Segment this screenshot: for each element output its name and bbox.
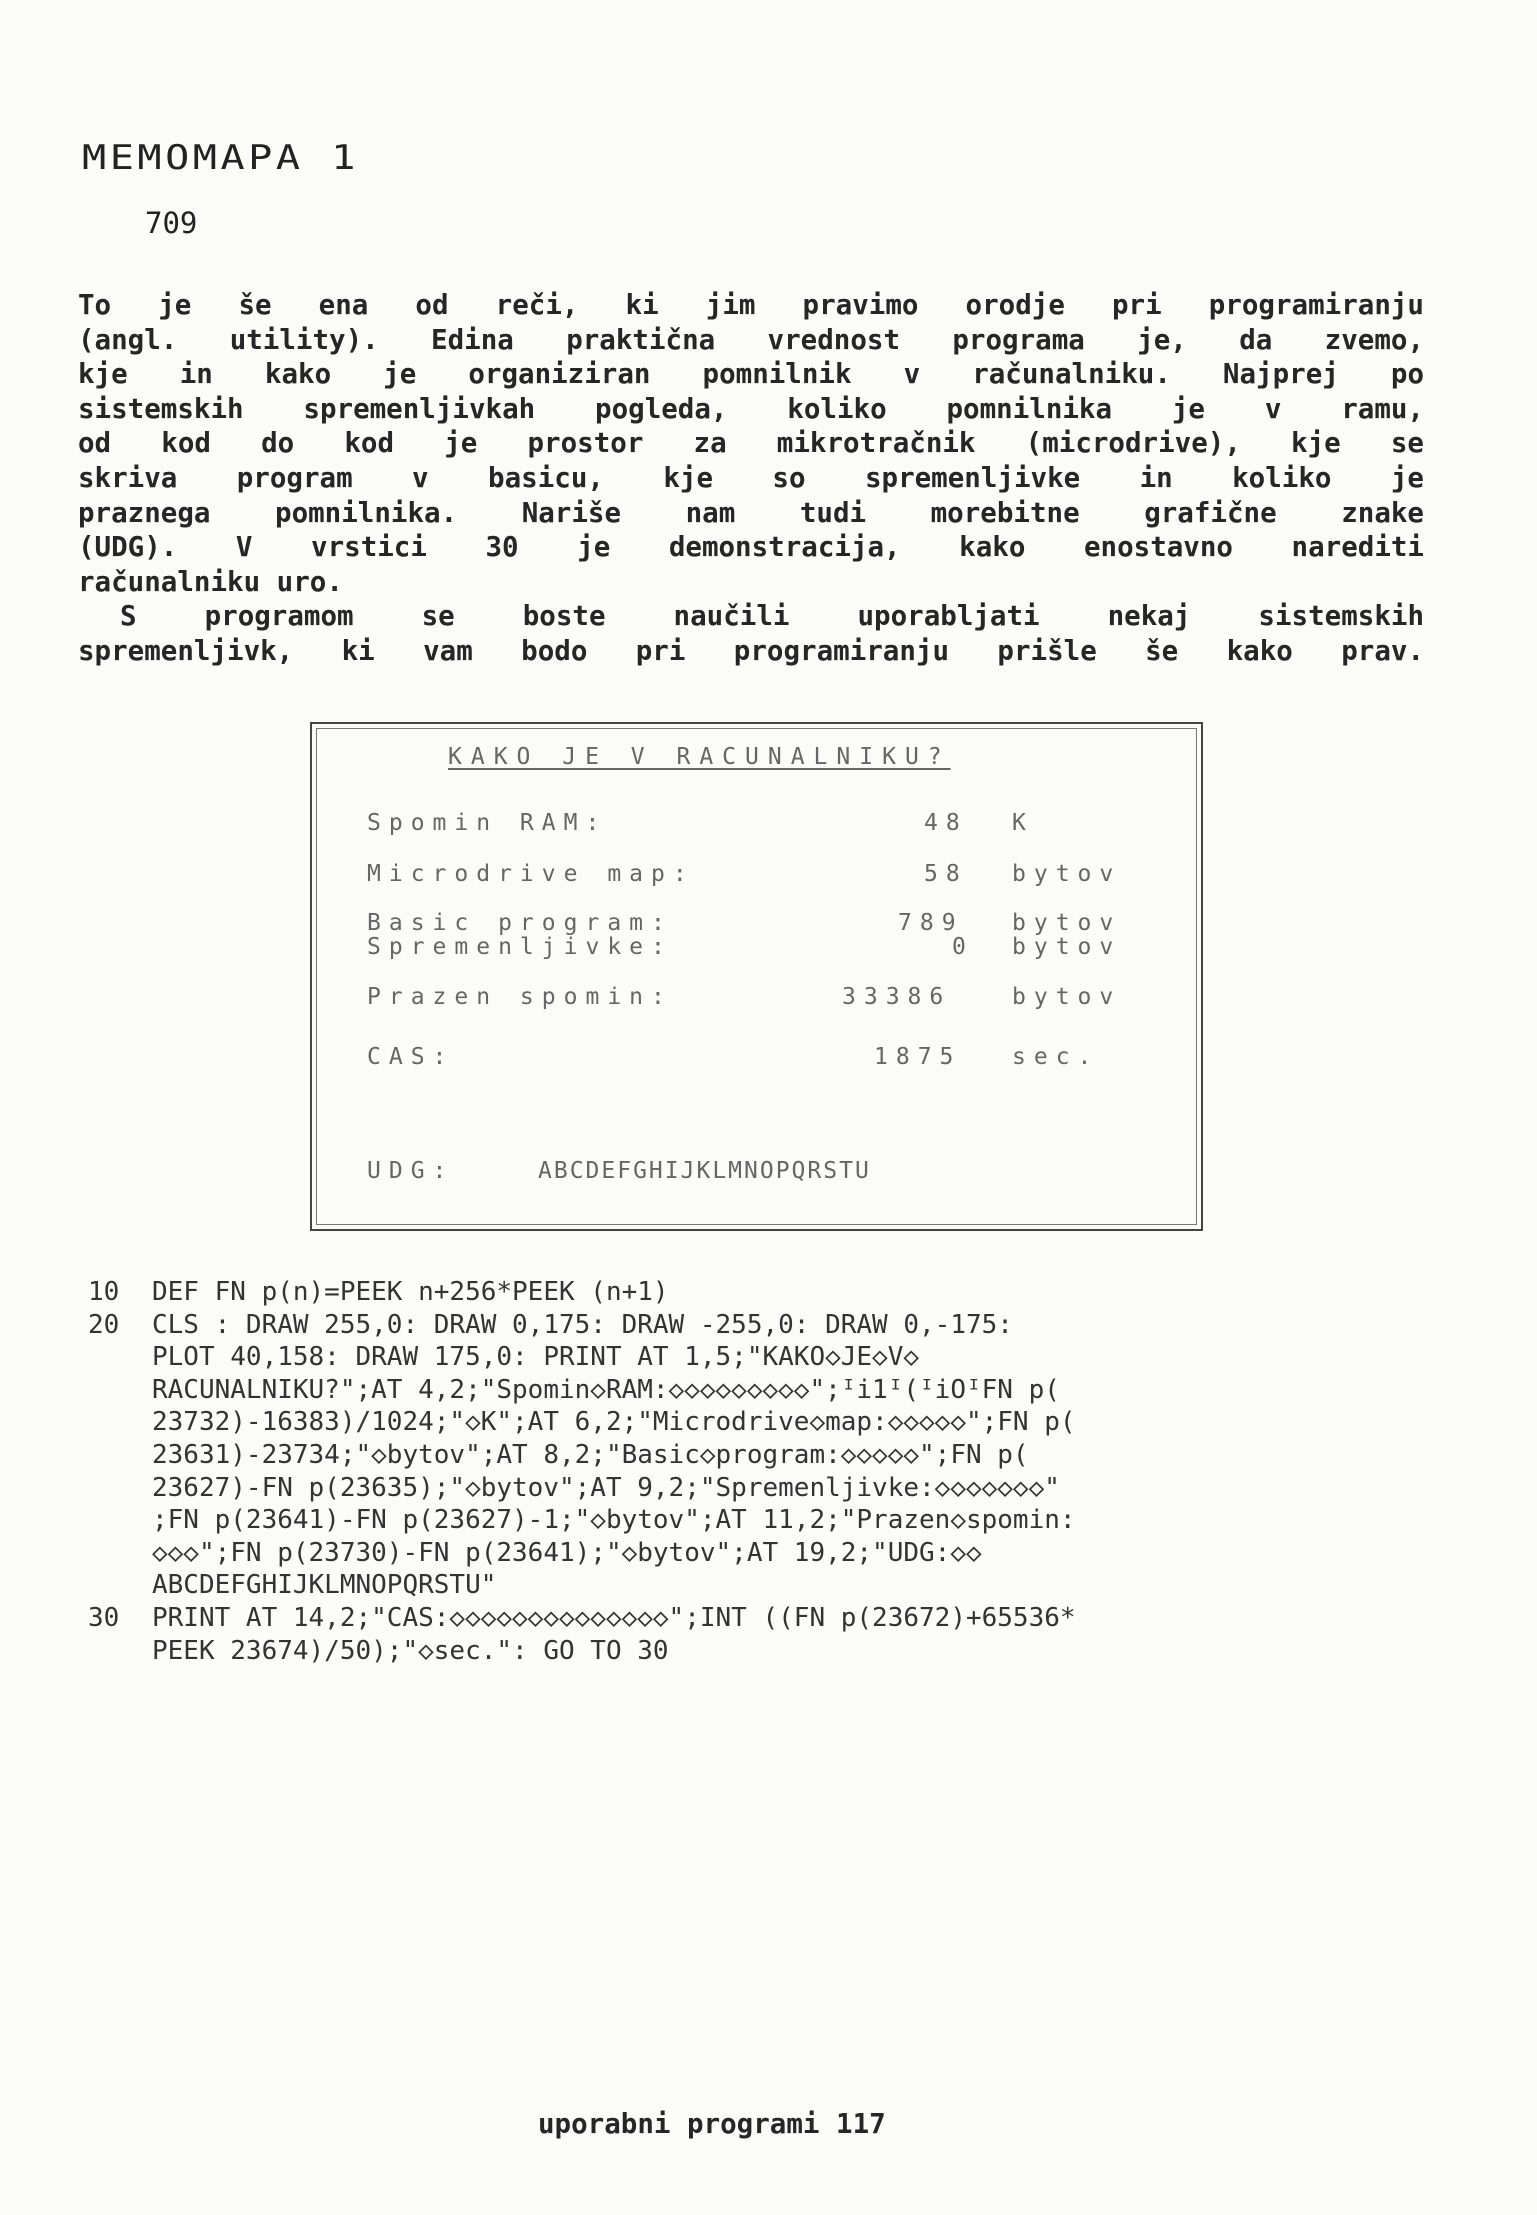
line-number: 10 <box>88 1277 120 1307</box>
listing-line <box>88 1635 1448 1668</box>
screen-output-box <box>310 722 1203 1231</box>
page-code: 709 <box>145 206 198 240</box>
text-line: od kod do kod je prostor za mikrotračnik (microdrive), kje se <box>78 427 1424 460</box>
screen-value-free: 33386 <box>842 984 952 1010</box>
listing-line <box>88 1537 1448 1570</box>
line-code: 23627)-FN p(23635);"◇bytov";AT 9,2;"Spremenljivke:◇◇◇◇◇◇◇" <box>152 1472 1060 1503</box>
listing-line <box>88 1472 1448 1505</box>
listing-line <box>88 1439 1448 1472</box>
text-line: (angl. utility). Edina praktična vrednost programa je, da zvemo, <box>78 323 1424 356</box>
screen-inner-frame <box>316 728 1197 1225</box>
listing-line <box>88 1504 1448 1537</box>
document-title: MEMOMAPA 1 <box>82 138 359 178</box>
line-code: RACUNALNIKU?";AT 4,2;"Spomin◇RAM:◇◇◇◇◇◇◇◇◇";ᴵi1ᴵ(ᴵiOᴵFN p( <box>152 1374 1060 1405</box>
line-code: 23631)-23734;"◇bytov";AT 8,2;"Basic◇program:◇◇◇◇◇";FN p( <box>152 1439 1029 1470</box>
line-code: CLS : DRAW 255,0: DRAW 0,175: DRAW -255,0: DRAW 0,-175: <box>152 1309 1013 1340</box>
page-footer: uporabni programi 117 <box>538 2108 886 2140</box>
screen-unit-vars: bytov <box>1012 934 1122 960</box>
screen-unit-free: bytov <box>1012 984 1122 1010</box>
screen-label-cas: CAS: <box>367 1044 455 1070</box>
screen-label-udg: UDG: <box>367 1158 455 1184</box>
screen-label-ram: Spomin RAM: <box>367 810 608 836</box>
screen-value-cas: 1875 <box>874 1044 962 1070</box>
line-number: 20 <box>88 1309 120 1340</box>
screen-label-microdrive: Microdrive map: <box>367 861 695 887</box>
screen-heading: KAKO JE V RACUNALNIKU? <box>448 744 951 770</box>
screen-value-ram: 48 <box>924 810 968 836</box>
line-code: ◇◇◇";FN p(23730)-FN p(23641);"◇bytov";AT 19,2;"UDG:◇◇ <box>152 1537 982 1568</box>
program-listing <box>88 1276 1448 1667</box>
screen-unit-basic: bytov <box>1012 910 1122 936</box>
text-line: S programom se boste naučili uporabljati nekaj sistemskih <box>120 600 1424 633</box>
text-line: skriva program v basicu, kje so spremenljivke in koliko je <box>78 461 1424 494</box>
text-line: To je še ena od reči, ki jim pravimo orodje pri programiranju <box>78 289 1424 321</box>
line-number: 30 <box>88 1602 120 1633</box>
screen-value-vars: 0 <box>952 934 974 960</box>
listing-line <box>88 1374 1448 1407</box>
line-code: 23732)-16383)/1024;"◇K";AT 6,2;"Microdrive◇map:◇◇◇◇◇";FN p( <box>152 1407 1076 1438</box>
screen-label-basic: Basic program: <box>367 910 673 936</box>
listing-line <box>88 1341 1448 1374</box>
listing-line <box>88 1276 1448 1309</box>
screen-unit-ram: K <box>1012 810 1034 836</box>
screen-unit-microdrive: bytov <box>1012 861 1122 887</box>
line-code: PEEK 23674)/50);"◇sec.": GO TO 30 <box>152 1635 669 1666</box>
text-line: spremenljivk, ki vam bodo pri programiranju prišle še kako prav. <box>78 634 1424 667</box>
listing-line <box>88 1569 1448 1602</box>
text-line: (UDG). V vrstici 30 je demonstracija, kako enostavno narediti <box>78 531 1424 564</box>
text-line: sistemskih spremenljivkah pogleda, koliko pomnilnika je v ramu, <box>78 392 1424 425</box>
screen-value-udg: ABCDEFGHIJKLMNOPQRSTU <box>538 1158 871 1184</box>
screen-label-vars: Spremenljivke: <box>367 934 673 960</box>
line-code: ABCDEFGHIJKLMNOPQRSTU" <box>152 1570 497 1601</box>
line-code: PLOT 40,158: DRAW 175,0: PRINT AT 1,5;"KAKO◇JE◇V◇ <box>152 1342 920 1373</box>
text-line: praznega pomnilnika. Nariše nam tudi morebitne grafične znake <box>78 496 1424 529</box>
text-line: kje in kako je organiziran pomnilnik v računalniku. Najprej po <box>78 358 1424 391</box>
screen-value-microdrive: 58 <box>924 861 968 887</box>
intro-paragraph <box>78 288 1424 669</box>
text-line: računalniku uro. <box>78 565 343 598</box>
screen-value-basic: 789 <box>898 910 964 936</box>
screen-unit-cas: sec. <box>1012 1044 1100 1070</box>
line-code: PRINT AT 14,2;"CAS:◇◇◇◇◇◇◇◇◇◇◇◇◇◇";INT ((FN p(23672)+65536* <box>152 1602 1076 1633</box>
listing-line <box>88 1602 1448 1635</box>
screen-label-free: Prazen spomin: <box>367 984 673 1010</box>
line-code: ;FN p(23641)-FN p(23627)-1;"◇bytov";AT 11,2;"Prazen◇spomin: <box>152 1505 1076 1536</box>
listing-line <box>88 1406 1448 1439</box>
listing-line <box>88 1309 1448 1342</box>
line-code: DEF FN p(n)=PEEK n+256*PEEK (n+1) <box>152 1277 669 1307</box>
